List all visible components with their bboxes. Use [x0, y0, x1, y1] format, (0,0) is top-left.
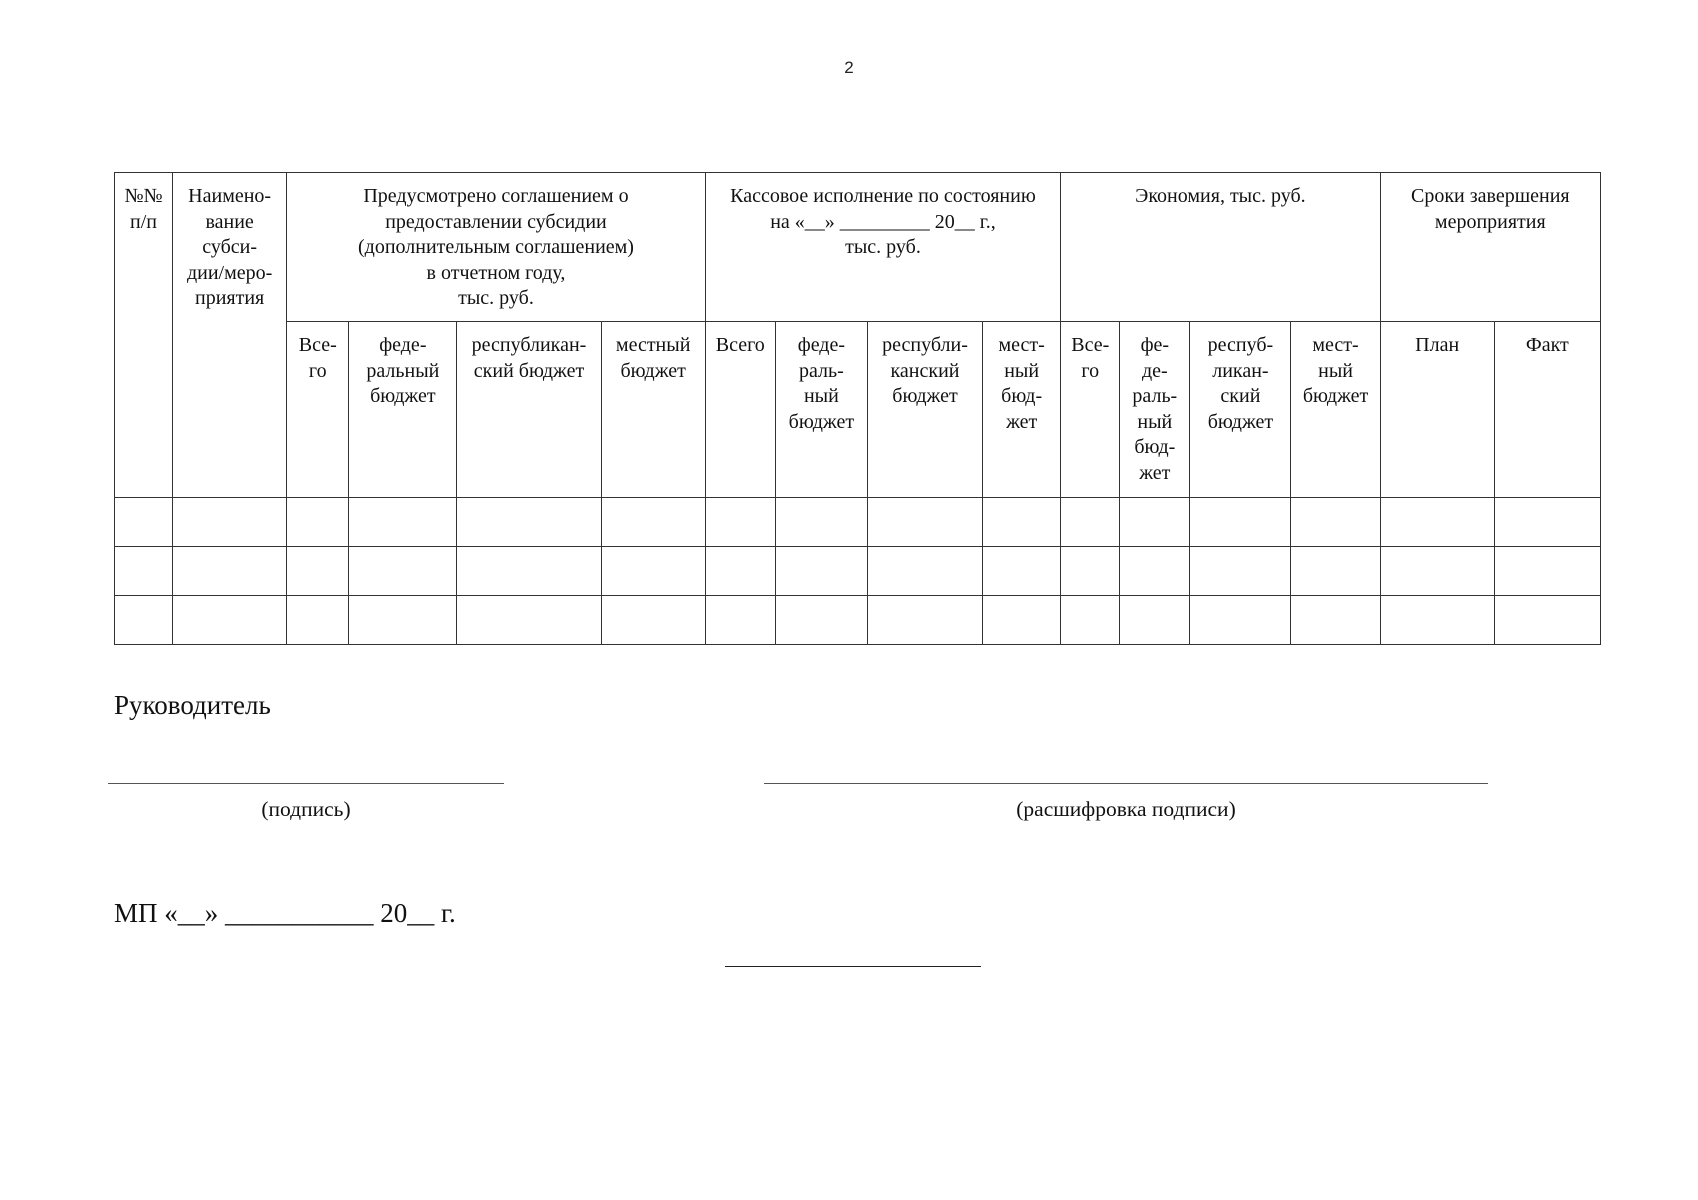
table-cell — [1291, 498, 1380, 547]
header-number: №№ п/п — [115, 173, 173, 498]
manager-label: Руководитель — [114, 690, 271, 720]
table-cell — [349, 498, 457, 547]
table-cell — [1061, 498, 1120, 547]
header-cash-total: Всего — [705, 322, 775, 498]
header-cash-execution-group: Кассовое исполнение по состоянию на «__» _________ 20__ г., тыс. руб. — [705, 173, 1060, 322]
table-cell — [287, 547, 349, 596]
table-cell — [349, 596, 457, 645]
table-cell — [349, 547, 457, 596]
table-cell — [867, 596, 982, 645]
header-savings-local: мест- ный бюджет — [1291, 322, 1380, 498]
table-cell — [867, 547, 982, 596]
table-cell — [173, 596, 287, 645]
table-cell — [115, 596, 173, 645]
table-cell — [1190, 547, 1291, 596]
table-cell — [287, 498, 349, 547]
table-cell — [1120, 498, 1190, 547]
table-cell — [1061, 596, 1120, 645]
table-cell — [1380, 596, 1494, 645]
table-cell — [457, 547, 601, 596]
table-cell — [115, 547, 173, 596]
table-cell — [1291, 547, 1380, 596]
table-cell — [173, 547, 287, 596]
table-cell — [1380, 498, 1494, 547]
header-planned-republican: республикан- ский бюджет — [457, 322, 601, 498]
table-cell — [1494, 498, 1600, 547]
table-cell — [601, 596, 705, 645]
table-cell — [1120, 596, 1190, 645]
header-cash-local: мест- ный бюд- жет — [983, 322, 1061, 498]
report-table — [114, 172, 1601, 645]
table-cell — [1120, 547, 1190, 596]
table-cell — [601, 547, 705, 596]
header-deadline-fact: Факт — [1494, 322, 1600, 498]
table-cell — [983, 547, 1061, 596]
header-planned-group: Предусмотрено соглашением о предоставлении субсидии (дополнительным соглашением) в отчетном году, тыс. руб. — [287, 173, 706, 322]
table-cell — [1494, 596, 1600, 645]
table-cell — [705, 547, 775, 596]
signature-decode-line — [764, 783, 1488, 784]
header-savings-federal: фе- де- раль- ный бюд- жет — [1120, 322, 1190, 498]
header-savings-total: Все- го — [1061, 322, 1120, 498]
table-cell — [867, 498, 982, 547]
page-number: 2 — [844, 58, 854, 77]
header-savings-republican: респуб- ликан- ский бюджет — [1190, 322, 1291, 498]
table-cell — [115, 498, 173, 547]
table-row — [115, 498, 1601, 547]
header-subsidy-name: Наимено- вание субси- дии/меро- приятия — [173, 173, 287, 498]
table-cell — [983, 498, 1061, 547]
header-planned-total: Все- го — [287, 322, 349, 498]
table-row — [115, 596, 1601, 645]
signature-decode-caption: (расшифровка подписи) — [1016, 797, 1236, 821]
bottom-rule — [725, 966, 981, 967]
header-savings-group: Экономия, тыс. руб. — [1061, 173, 1380, 322]
table-row — [115, 547, 1601, 596]
table-cell — [1061, 547, 1120, 596]
table-cell — [705, 498, 775, 547]
header-cash-republican: республи- канский бюджет — [867, 322, 982, 498]
table-cell — [1190, 498, 1291, 547]
header-planned-federal: феде- ральный бюджет — [349, 322, 457, 498]
table-cell — [1380, 547, 1494, 596]
table-cell — [775, 596, 867, 645]
table-cell — [287, 596, 349, 645]
table-cell — [457, 596, 601, 645]
table-cell — [1494, 547, 1600, 596]
table-cell — [983, 596, 1061, 645]
table-cell — [775, 498, 867, 547]
table-cell — [775, 547, 867, 596]
header-planned-local: местный бюджет — [601, 322, 705, 498]
table-cell — [173, 498, 287, 547]
header-deadline-group: Сроки завершения мероприятия — [1380, 173, 1600, 322]
table-cell — [1190, 596, 1291, 645]
table-cell — [457, 498, 601, 547]
header-deadline-plan: План — [1380, 322, 1494, 498]
table-cell — [601, 498, 705, 547]
signature-caption: (подпись) — [261, 797, 351, 821]
table-body — [115, 498, 1601, 645]
stamp-date-line: МП «__» ___________ 20__ г. — [114, 898, 456, 928]
header-cash-federal: феде- раль- ный бюджет — [775, 322, 867, 498]
table-cell — [705, 596, 775, 645]
signature-line — [108, 783, 504, 784]
table-cell — [1291, 596, 1380, 645]
